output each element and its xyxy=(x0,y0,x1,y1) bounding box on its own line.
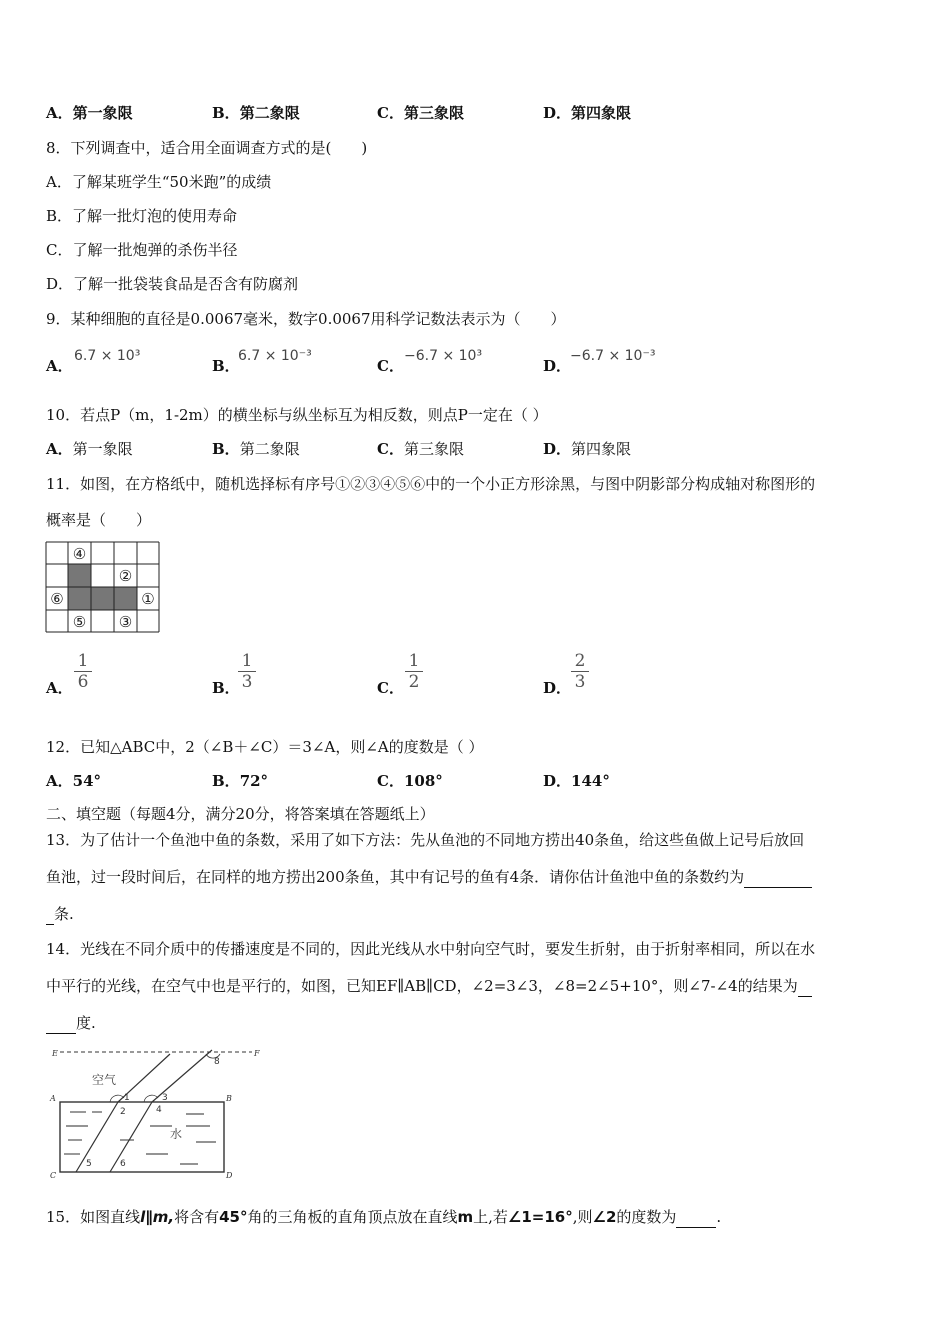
grid-label-4: ④ xyxy=(72,545,87,563)
angle-label-6: 6 xyxy=(120,1159,126,1169)
q7-option-a: A．第一象限 xyxy=(46,104,133,122)
q9-option-d-expr: −6.7 × 10⁻³ xyxy=(570,348,656,364)
q12-option-b: B．72° xyxy=(212,772,269,790)
q12-option-a: A．54° xyxy=(46,772,102,790)
label-water: 水 xyxy=(170,1127,183,1141)
q7-option-b: B．第二象限 xyxy=(212,104,300,122)
label-e: E xyxy=(52,1049,58,1058)
q10-stem: 10．若点P（m，1-2m）的横坐标与纵坐标互为相反数，则点P一定在（ ） xyxy=(46,406,548,424)
q10-options xyxy=(46,439,906,463)
q13-answer-blank[interactable] xyxy=(744,867,812,888)
q7-options xyxy=(46,103,906,127)
light-ray-right xyxy=(110,1102,152,1172)
q14-answer-blank[interactable] xyxy=(798,976,812,997)
angle-label-1: 1 xyxy=(124,1093,130,1103)
grid-cell-shaded xyxy=(114,587,137,610)
q14-answer-blank-cont[interactable] xyxy=(46,1013,76,1034)
label-b: B xyxy=(226,1094,232,1103)
q11-stem-line2: 概率是（ ） xyxy=(46,511,152,529)
q14-line1: 14．光线在不同介质中的传播速度是不同的，因此光线从水中射向空气时，要发生折射，由于折射率相同，所以在水 xyxy=(46,940,816,958)
angle-label-4: 4 xyxy=(156,1105,162,1115)
angle-label-5: 5 xyxy=(86,1159,92,1169)
q10-option-b: B．第二象限 xyxy=(212,440,300,458)
q13-line1: 13．为了估计一个鱼池中鱼的条数，采用了如下方法：先从鱼池的不同地方捞出40条鱼，给这些鱼做上记号后放回 xyxy=(46,831,805,849)
q12-stem: 12．已知△ABC中，2（∠B＋∠C）＝3∠A，则∠A的度数是（ ） xyxy=(46,738,484,756)
q13-answer-blank-cont[interactable] xyxy=(46,904,54,925)
light-ray-right-air xyxy=(152,1050,212,1102)
q11-option-b-label: B． xyxy=(212,679,240,697)
q11-stem-line1: 11．如图，在方格纸中，随机选择标有序号①②③④⑤⑥中的一个小正方形涂黑，与图中阴影部分构成轴对称图形的 xyxy=(46,475,816,493)
grid-label-1: ① xyxy=(141,590,155,608)
q15-stem: 15．如图直线l∥m,将含有45°角的三角板的直角顶点放在直线m上,若∠1=16°,则∠2的度数为 . xyxy=(46,1208,722,1226)
q14-line3: 度. xyxy=(46,1013,96,1034)
q12-option-d: D．144° xyxy=(543,772,610,790)
q10-option-a: A．第一象限 xyxy=(46,440,133,458)
q13-line3: 条. xyxy=(46,904,74,925)
q8-option-a: A．了解某班学生“50米跑”的成绩 xyxy=(46,173,272,191)
q9-options xyxy=(46,348,906,378)
q11-grid-figure xyxy=(45,541,161,633)
grid-label-3: ③ xyxy=(118,613,133,631)
q9-option-c-label: C． xyxy=(377,357,404,375)
q11-option-a-fraction: 1 6 xyxy=(74,652,92,691)
q9-option-a-label: A． xyxy=(46,357,73,375)
grid-label-5: ⑤ xyxy=(72,613,87,631)
q8-option-b: B．了解一批灯泡的使用寿命 xyxy=(46,207,238,225)
q9-stem: 9．某种细胞的直径是0.0067毫米，数字0.0067用科学记数法表示为（ ） xyxy=(46,310,566,328)
q8-stem: 8．下列调查中，适合用全面调查方式的是( ) xyxy=(46,139,368,157)
angle-label-3: 3 xyxy=(162,1093,168,1103)
q9-option-c-expr: −6.7 × 10³ xyxy=(404,348,483,364)
q9-option-b-label: B． xyxy=(212,357,240,375)
q15-answer-blank[interactable] xyxy=(676,1207,716,1228)
q11-option-a-label: A． xyxy=(46,679,73,697)
grid-label-2: ② xyxy=(118,567,133,585)
q7-option-c: C．第三象限 xyxy=(377,104,464,122)
water-dashes xyxy=(64,1112,216,1164)
q10-option-d: D．第四象限 xyxy=(543,440,632,458)
q12-option-c: C．108° xyxy=(377,772,443,790)
angle-label-8: 8 xyxy=(214,1057,220,1067)
grid-lines xyxy=(46,542,159,632)
angle-label-2: 2 xyxy=(120,1107,126,1117)
q13-line2: 鱼池，过一段时间后，在同样的地方捞出200条鱼，其中有记号的鱼有4条．请你估计鱼池中鱼的条数约为 xyxy=(46,867,812,888)
q14-refraction-figure xyxy=(46,1046,262,1180)
q11-option-b-fraction: 1 3 xyxy=(238,652,256,691)
q7-option-d: D．第四象限 xyxy=(543,104,632,122)
q10-option-c: C．第三象限 xyxy=(377,440,464,458)
grid-cell-shaded xyxy=(91,587,114,610)
grid-cell-shaded xyxy=(68,564,91,587)
q9-option-a-expr: 6.7 × 10³ xyxy=(74,348,141,364)
label-c: C xyxy=(50,1171,57,1180)
label-d: D xyxy=(226,1171,233,1180)
q9-option-d-label: D． xyxy=(543,357,572,375)
q11-option-d-label: D． xyxy=(543,679,572,697)
q9-option-b-expr: 6.7 × 10⁻³ xyxy=(238,348,312,364)
q11-option-c-fraction: 1 2 xyxy=(405,652,423,691)
label-a: A xyxy=(50,1094,56,1103)
label-f: F xyxy=(254,1049,260,1058)
grid-cell-shaded xyxy=(68,587,91,610)
q12-options xyxy=(46,771,906,795)
grid-label-6: ⑥ xyxy=(50,590,64,608)
q14-line2: 中平行的光线，在空气中也是平行的，如图，已知EF∥AB∥CD，∠2=3∠3，∠8=2∠5+10°，则∠7-∠4的结果为 xyxy=(46,976,812,997)
q11-option-c-label: C． xyxy=(377,679,404,697)
q11-options xyxy=(46,652,906,702)
section-2-heading: 二、填空题（每题4分，满分20分，将答案填在答题纸上） xyxy=(46,805,435,823)
q8-option-d: D．了解一批袋装食品是否含有防腐剂 xyxy=(46,275,299,293)
label-air: 空气 xyxy=(92,1073,117,1087)
q11-option-d-fraction: 2 3 xyxy=(571,652,589,691)
q8-option-c: C．了解一批炮弹的杀伤半径 xyxy=(46,241,238,259)
